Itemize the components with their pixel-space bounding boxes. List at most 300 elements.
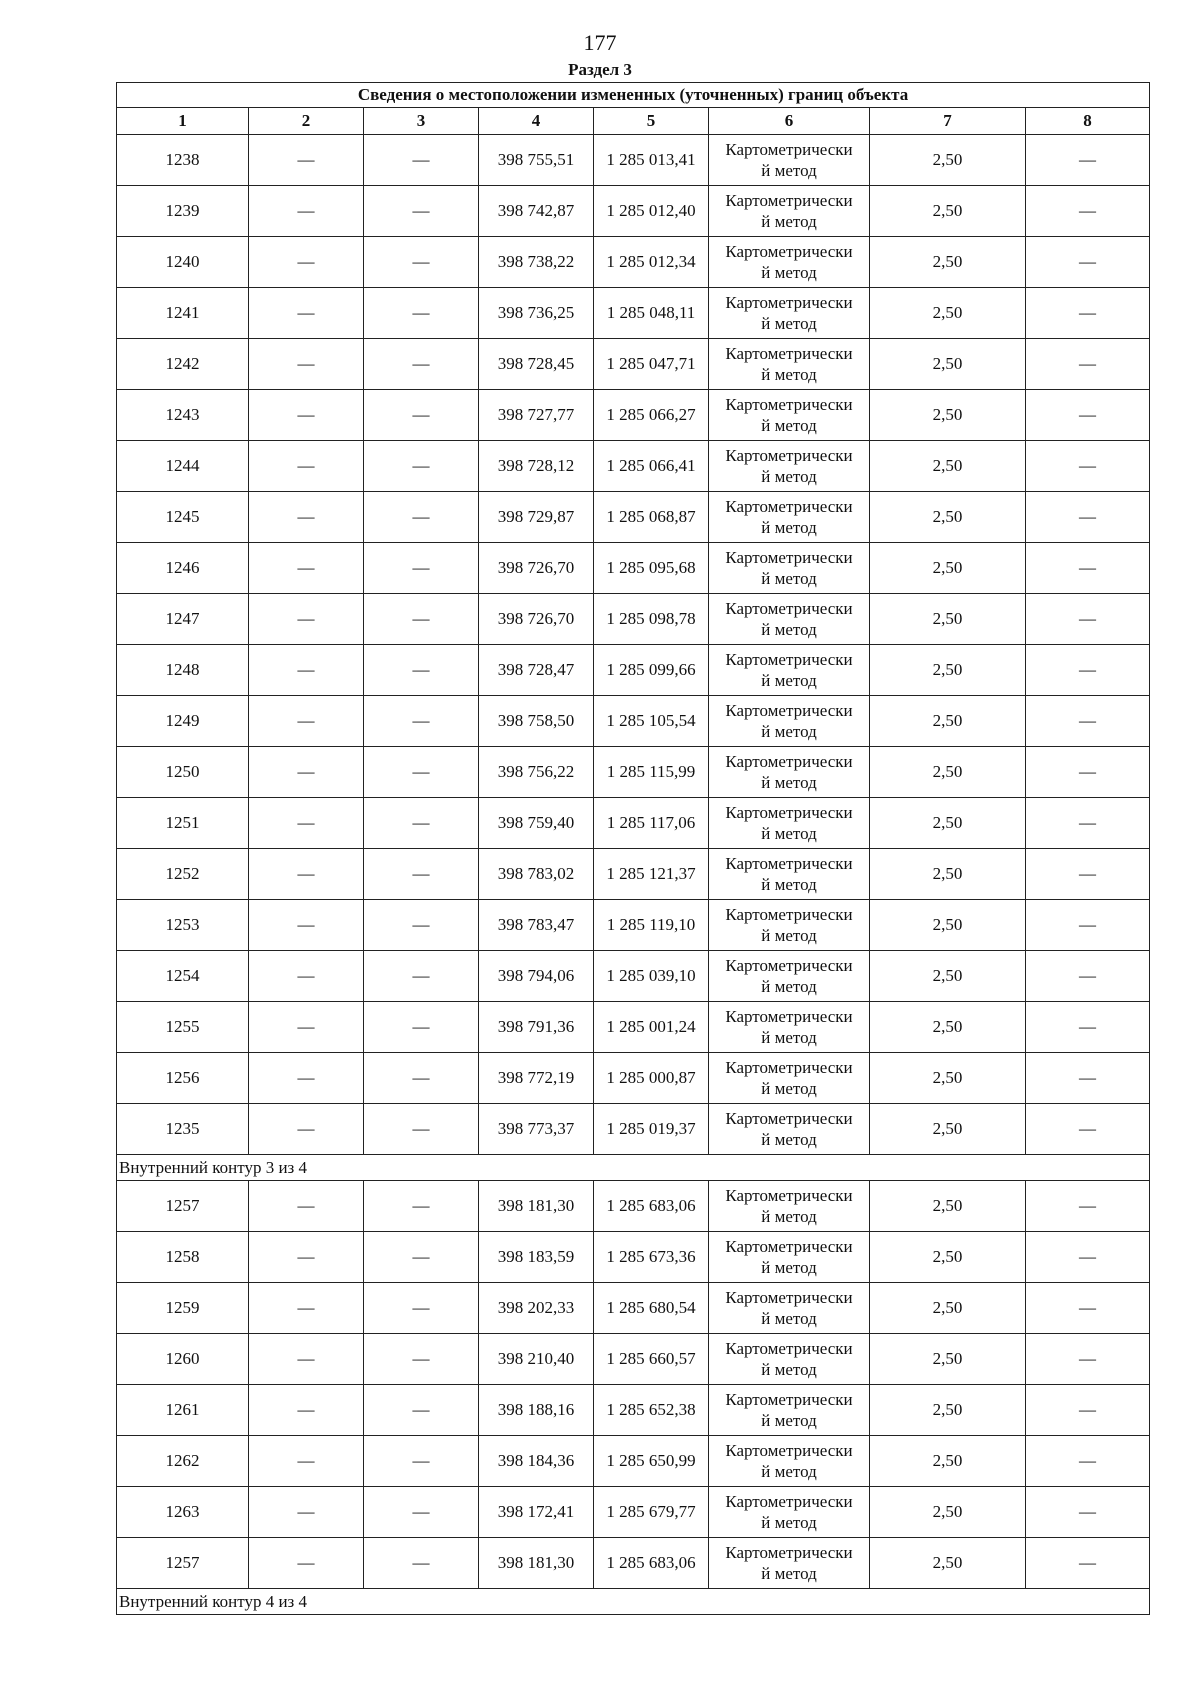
method-line-1: Картометрически [725,803,853,822]
col8-cell: — [1026,441,1150,492]
table-row [117,951,1150,1002]
col3-cell: — [364,900,479,951]
point-number-cell: 1254 [117,951,249,1002]
y-coordinate-cell: 1 285 121,37 [594,849,709,900]
method-line-2: й метод [761,365,817,384]
method-line-2: й метод [761,671,817,690]
column-header: 6 [709,108,870,135]
table-row [117,1104,1150,1155]
accuracy-cell: 2,50 [870,1002,1026,1053]
method-cell [709,135,870,186]
accuracy-cell: 2,50 [870,288,1026,339]
accuracy-cell: 2,50 [870,237,1026,288]
col3-cell: — [364,1487,479,1538]
point-number-cell: 1253 [117,900,249,951]
point-number-cell: 1241 [117,288,249,339]
method-cell [709,543,870,594]
method-line-2: й метод [761,1207,817,1226]
x-coordinate-cell: 398 172,41 [479,1487,594,1538]
method-line-2: й метод [761,569,817,588]
accuracy-cell: 2,50 [870,339,1026,390]
method-line-1: Картометрически [725,242,853,261]
point-number-cell: 1238 [117,135,249,186]
y-coordinate-cell: 1 285 680,54 [594,1283,709,1334]
x-coordinate-cell: 398 756,22 [479,747,594,798]
table-row [117,1181,1150,1232]
col3-cell: — [364,747,479,798]
point-number-cell: 1257 [117,1538,249,1589]
col8-cell: — [1026,645,1150,696]
table-row [117,135,1150,186]
x-coordinate-cell: 398 755,51 [479,135,594,186]
method-cell [709,1181,870,1232]
method-line-2: й метод [761,722,817,741]
col3-cell: — [364,237,479,288]
table-row [117,237,1150,288]
col2-cell: — [249,1385,364,1436]
point-number-cell: 1256 [117,1053,249,1104]
y-coordinate-cell: 1 285 012,34 [594,237,709,288]
y-coordinate-cell: 1 285 039,10 [594,951,709,1002]
method-line-2: й метод [761,1564,817,1583]
table-row [117,1053,1150,1104]
point-number-cell: 1245 [117,492,249,543]
table-row [117,1334,1150,1385]
col8-cell: — [1026,1334,1150,1385]
col2-cell: — [249,900,364,951]
col2-cell: — [249,1538,364,1589]
method-line-1: Картометрически [725,1492,853,1511]
method-cell [709,747,870,798]
point-number-cell: 1247 [117,594,249,645]
point-number-cell: 1252 [117,849,249,900]
method-cell [709,237,870,288]
column-header: 5 [594,108,709,135]
col8-cell: — [1026,1053,1150,1104]
table-row [117,1385,1150,1436]
point-number-cell: 1258 [117,1232,249,1283]
y-coordinate-cell: 1 285 098,78 [594,594,709,645]
col3-cell: — [364,1181,479,1232]
method-line-1: Картометрически [725,1288,853,1307]
col2-cell: — [249,798,364,849]
col2-cell: — [249,135,364,186]
method-line-1: Картометрически [725,191,853,210]
table-row [117,1283,1150,1334]
method-line-2: й метод [761,875,817,894]
x-coordinate-cell: 398 773,37 [479,1104,594,1155]
method-line-2: й метод [761,926,817,945]
method-line-2: й метод [761,1258,817,1277]
accuracy-cell: 2,50 [870,798,1026,849]
x-coordinate-cell: 398 181,30 [479,1538,594,1589]
method-cell [709,390,870,441]
y-coordinate-cell: 1 285 066,41 [594,441,709,492]
point-number-cell: 1243 [117,390,249,441]
method-cell [709,900,870,951]
col2-cell: — [249,1487,364,1538]
col3-cell: — [364,186,479,237]
table-row [117,1002,1150,1053]
method-cell [709,1104,870,1155]
method-line-2: й метод [761,977,817,996]
point-number-cell: 1240 [117,237,249,288]
point-number-cell: 1262 [117,1436,249,1487]
method-line-2: й метод [761,1130,817,1149]
col8-cell: — [1026,696,1150,747]
y-coordinate-cell: 1 285 673,36 [594,1232,709,1283]
col8-cell: — [1026,849,1150,900]
accuracy-cell: 2,50 [870,135,1026,186]
col2-cell: — [249,1334,364,1385]
col3-cell: — [364,390,479,441]
x-coordinate-cell: 398 729,87 [479,492,594,543]
method-line-1: Картометрически [725,956,853,975]
col3-cell: — [364,543,479,594]
accuracy-cell: 2,50 [870,543,1026,594]
col2-cell: — [249,1232,364,1283]
col8-cell: — [1026,1002,1150,1053]
method-line-1: Картометрически [725,548,853,567]
x-coordinate-cell: 398 783,47 [479,900,594,951]
method-line-2: й метод [761,824,817,843]
accuracy-cell: 2,50 [870,747,1026,798]
accuracy-cell: 2,50 [870,1283,1026,1334]
section-title: Раздел 3 [568,60,632,79]
col8-cell: — [1026,1104,1150,1155]
accuracy-cell: 2,50 [870,951,1026,1002]
col3-cell: — [364,1385,479,1436]
x-coordinate-cell: 398 791,36 [479,1002,594,1053]
col2-cell: — [249,1002,364,1053]
accuracy-cell: 2,50 [870,696,1026,747]
accuracy-cell: 2,50 [870,1436,1026,1487]
method-line-2: й метод [761,773,817,792]
method-cell [709,798,870,849]
method-line-2: й метод [761,1411,817,1430]
table-row [117,645,1150,696]
col3-cell: — [364,1538,479,1589]
method-line-1: Картометрически [725,1237,853,1256]
col3-cell: — [364,1053,479,1104]
col3-cell: — [364,135,479,186]
col2-cell: — [249,1053,364,1104]
y-coordinate-cell: 1 285 001,24 [594,1002,709,1053]
method-cell [709,1053,870,1104]
page-number: 177 [583,30,617,55]
x-coordinate-cell: 398 728,12 [479,441,594,492]
table-row [117,1232,1150,1283]
col2-cell: — [249,1181,364,1232]
y-coordinate-cell: 1 285 012,40 [594,186,709,237]
col3-cell: — [364,1283,479,1334]
accuracy-cell: 2,50 [870,441,1026,492]
col8-cell: — [1026,747,1150,798]
method-cell [709,492,870,543]
col8-cell: — [1026,492,1150,543]
x-coordinate-cell: 398 184,36 [479,1436,594,1487]
table-row [117,594,1150,645]
method-line-1: Картометрически [725,497,853,516]
x-coordinate-cell: 398 181,30 [479,1181,594,1232]
y-coordinate-cell: 1 285 068,87 [594,492,709,543]
col3-cell: — [364,696,479,747]
x-coordinate-cell: 398 738,22 [479,237,594,288]
col2-cell: — [249,492,364,543]
method-cell [709,1283,870,1334]
method-line-1: Картометрически [725,1441,853,1460]
method-line-1: Картометрически [725,905,853,924]
accuracy-cell: 2,50 [870,1104,1026,1155]
y-coordinate-cell: 1 285 048,11 [594,288,709,339]
col8-cell: — [1026,288,1150,339]
method-line-2: й метод [761,467,817,486]
col2-cell: — [249,1104,364,1155]
y-coordinate-cell: 1 285 650,99 [594,1436,709,1487]
accuracy-cell: 2,50 [870,594,1026,645]
col8-cell: — [1026,339,1150,390]
method-line-2: й метод [761,620,817,639]
col3-cell: — [364,1334,479,1385]
accuracy-cell: 2,50 [870,1385,1026,1436]
method-line-2: й метод [761,212,817,231]
method-line-1: Картометрически [725,1390,853,1409]
table-caption-row [117,83,1150,108]
point-number-cell: 1260 [117,1334,249,1385]
method-line-1: Картометрически [725,1186,853,1205]
column-header: 1 [117,108,249,135]
x-coordinate-cell: 398 728,45 [479,339,594,390]
point-number-cell: 1244 [117,441,249,492]
col2-cell: — [249,1436,364,1487]
col8-cell: — [1026,543,1150,594]
col2-cell: — [249,849,364,900]
col8-cell: — [1026,594,1150,645]
method-cell [709,288,870,339]
y-coordinate-cell: 1 285 066,27 [594,390,709,441]
method-cell [709,1334,870,1385]
x-coordinate-cell: 398 759,40 [479,798,594,849]
x-coordinate-cell: 398 783,02 [479,849,594,900]
x-coordinate-cell: 398 794,06 [479,951,594,1002]
method-line-1: Картометрически [725,701,853,720]
table-row [117,441,1150,492]
col2-cell: — [249,390,364,441]
method-line-1: Картометрически [725,1109,853,1128]
col2-cell: — [249,696,364,747]
accuracy-cell: 2,50 [870,849,1026,900]
col2-cell: — [249,1283,364,1334]
contour-label-4-row [117,1589,1150,1615]
col3-cell: — [364,339,479,390]
col2-cell: — [249,594,364,645]
col8-cell: — [1026,1232,1150,1283]
table-row [117,798,1150,849]
col8-cell: — [1026,237,1150,288]
x-coordinate-cell: 398 188,16 [479,1385,594,1436]
accuracy-cell: 2,50 [870,1181,1026,1232]
col8-cell: — [1026,900,1150,951]
method-line-1: Картометрически [725,140,853,159]
method-cell [709,849,870,900]
y-coordinate-cell: 1 285 105,54 [594,696,709,747]
method-line-2: й метод [761,518,817,537]
table-row [117,390,1150,441]
method-line-1: Картометрически [725,1339,853,1358]
contour-label-3-row [117,1155,1150,1181]
point-number-cell: 1235 [117,1104,249,1155]
col8-cell: — [1026,951,1150,1002]
col2-cell: — [249,951,364,1002]
method-line-2: й метод [761,314,817,333]
table-row [117,288,1150,339]
point-number-cell: 1263 [117,1487,249,1538]
method-line-1: Картометрически [725,1007,853,1026]
col2-cell: — [249,543,364,594]
col8-cell: — [1026,1181,1150,1232]
method-line-1: Картометрически [725,293,853,312]
table-row [117,696,1150,747]
col8-cell: — [1026,1487,1150,1538]
method-line-1: Картометрически [725,446,853,465]
x-coordinate-cell: 398 742,87 [479,186,594,237]
method-line-2: й метод [761,1079,817,1098]
method-line-1: Картометрически [725,1543,853,1562]
method-line-1: Картометрически [725,1058,853,1077]
col3-cell: — [364,594,479,645]
col8-cell: — [1026,390,1150,441]
point-number-cell: 1242 [117,339,249,390]
contour-label-4: Внутренний контур 4 из 4 [117,1589,1150,1615]
method-cell [709,339,870,390]
y-coordinate-cell: 1 285 119,10 [594,900,709,951]
y-coordinate-cell: 1 285 652,38 [594,1385,709,1436]
col3-cell: — [364,798,479,849]
table-row [117,900,1150,951]
col3-cell: — [364,1002,479,1053]
accuracy-cell: 2,50 [870,1053,1026,1104]
accuracy-cell: 2,50 [870,645,1026,696]
y-coordinate-cell: 1 285 683,06 [594,1538,709,1589]
method-line-2: й метод [761,416,817,435]
method-line-2: й метод [761,1462,817,1481]
x-coordinate-cell: 398 202,33 [479,1283,594,1334]
col2-cell: — [249,441,364,492]
col3-cell: — [364,951,479,1002]
y-coordinate-cell: 1 285 013,41 [594,135,709,186]
accuracy-cell: 2,50 [870,492,1026,543]
point-number-cell: 1257 [117,1181,249,1232]
table-row [117,1538,1150,1589]
column-header-row [117,108,1150,135]
x-coordinate-cell: 398 726,70 [479,543,594,594]
accuracy-cell: 2,50 [870,1232,1026,1283]
coordinates-table [116,82,1150,1615]
contour-label-3: Внутренний контур 3 из 4 [117,1155,1150,1181]
method-line-2: й метод [761,1028,817,1047]
method-line-1: Картометрически [725,599,853,618]
accuracy-cell: 2,50 [870,186,1026,237]
col3-cell: — [364,849,479,900]
col8-cell: — [1026,1283,1150,1334]
y-coordinate-cell: 1 285 117,06 [594,798,709,849]
point-number-cell: 1246 [117,543,249,594]
table-row [117,492,1150,543]
method-line-1: Картометрически [725,650,853,669]
method-cell [709,186,870,237]
method-line-2: й метод [761,161,817,180]
col3-cell: — [364,288,479,339]
table-row [117,543,1150,594]
method-line-2: й метод [761,263,817,282]
table-row [117,1436,1150,1487]
col2-cell: — [249,288,364,339]
col3-cell: — [364,441,479,492]
x-coordinate-cell: 398 727,77 [479,390,594,441]
table-row [117,849,1150,900]
method-cell [709,1487,870,1538]
y-coordinate-cell: 1 285 000,87 [594,1053,709,1104]
col3-cell: — [364,1436,479,1487]
table-row [117,339,1150,390]
col2-cell: — [249,645,364,696]
y-coordinate-cell: 1 285 679,77 [594,1487,709,1538]
col3-cell: — [364,645,479,696]
col8-cell: — [1026,186,1150,237]
y-coordinate-cell: 1 285 683,06 [594,1181,709,1232]
method-cell [709,696,870,747]
x-coordinate-cell: 398 183,59 [479,1232,594,1283]
table-row [117,1487,1150,1538]
method-line-2: й метод [761,1360,817,1379]
point-number-cell: 1251 [117,798,249,849]
col2-cell: — [249,747,364,798]
x-coordinate-cell: 398 726,70 [479,594,594,645]
x-coordinate-cell: 398 772,19 [479,1053,594,1104]
table-row [117,186,1150,237]
y-coordinate-cell: 1 285 115,99 [594,747,709,798]
method-cell [709,645,870,696]
column-header: 7 [870,108,1026,135]
column-header: 2 [249,108,364,135]
method-cell [709,951,870,1002]
y-coordinate-cell: 1 285 019,37 [594,1104,709,1155]
col2-cell: — [249,339,364,390]
col3-cell: — [364,492,479,543]
accuracy-cell: 2,50 [870,1334,1026,1385]
point-number-cell: 1259 [117,1283,249,1334]
method-cell [709,1232,870,1283]
column-header: 3 [364,108,479,135]
x-coordinate-cell: 398 758,50 [479,696,594,747]
point-number-cell: 1261 [117,1385,249,1436]
table-caption: Сведения о местоположении измененных (уточненных) границ объекта [117,83,1150,108]
method-cell [709,1538,870,1589]
x-coordinate-cell: 398 736,25 [479,288,594,339]
column-header: 8 [1026,108,1150,135]
point-number-cell: 1239 [117,186,249,237]
point-number-cell: 1250 [117,747,249,798]
method-line-1: Картометрически [725,854,853,873]
method-line-1: Картометрически [725,395,853,414]
col8-cell: — [1026,798,1150,849]
method-line-1: Картометрически [725,344,853,363]
method-cell [709,1436,870,1487]
col8-cell: — [1026,135,1150,186]
y-coordinate-cell: 1 285 660,57 [594,1334,709,1385]
col8-cell: — [1026,1538,1150,1589]
column-header: 4 [479,108,594,135]
